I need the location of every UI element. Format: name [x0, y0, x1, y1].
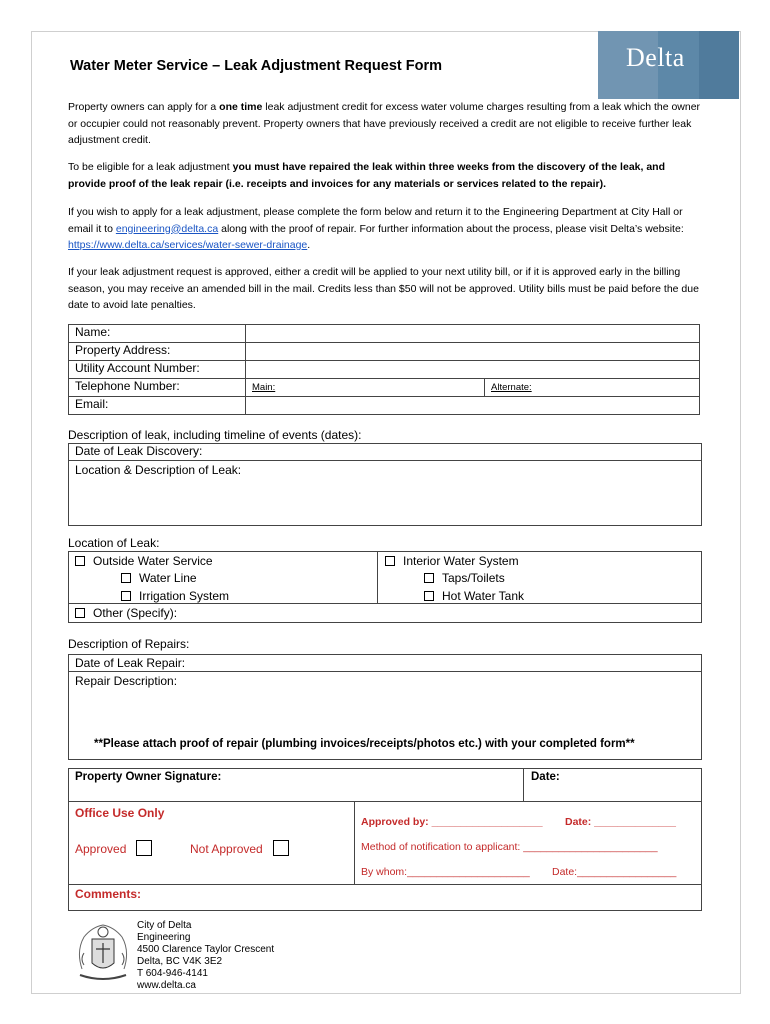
account-label: Utility Account Number: — [69, 361, 246, 379]
leak-date-label: Date of Leak Discovery: — [75, 444, 203, 458]
other-option[interactable] — [75, 606, 177, 620]
p3-text-a: If you wish to apply for a leak adjustment, please complete the form below and return it to the Engineering Department at City Hall or email it to — [68, 206, 683, 235]
hot-water-option[interactable] — [424, 589, 524, 603]
alternate-label: Alternate: — [491, 382, 532, 393]
phone-alternate-field[interactable] — [485, 379, 700, 397]
p1-bold: one time — [219, 101, 263, 113]
signature-field[interactable] — [240, 770, 520, 799]
email-label: Email: — [69, 397, 246, 415]
repair-date-label: Date of Leak Repair: — [75, 656, 186, 670]
name-field[interactable] — [246, 325, 700, 343]
leak-divider — [68, 460, 702, 461]
footer-address — [137, 920, 274, 992]
p3-text-b: along with the proof of repair. For further information about the process, please visit Delta’s website: — [218, 222, 684, 235]
email-link[interactable]: engineering@delta.ca — [115, 222, 219, 235]
interior-water-label: Interior Water System — [403, 554, 519, 568]
office-column-divider — [354, 801, 355, 884]
p2-bold: you must have repaired the leak within three weeks from the discovery of the leak, and provide proof of the leak repair (i.e. receipts and invoices for any materials or services related to the repair). — [68, 161, 665, 190]
logo-text: Delta — [626, 43, 685, 72]
outside-water-checkbox[interactable] — [75, 556, 85, 566]
irrigation-option[interactable] — [121, 589, 229, 603]
intro-paragraph-2 — [68, 159, 704, 192]
location-heading: Location of Leak: — [68, 536, 160, 550]
irrigation-checkbox[interactable] — [121, 591, 131, 601]
website-link[interactable]: https://www.delta.ca/services/water-sewer-drainage — [68, 239, 308, 251]
repairs-divider — [68, 671, 702, 672]
p1-text-a: Property owners can apply for a — [68, 101, 220, 113]
signature-date-label: Date: — [531, 771, 560, 783]
other-checkbox[interactable] — [75, 608, 85, 618]
outside-water-option[interactable] — [75, 554, 213, 568]
delta-logo — [598, 31, 739, 99]
taps-label: Taps/Toilets — [442, 571, 505, 585]
hot-water-checkbox[interactable] — [424, 591, 434, 601]
phone-main-field[interactable] — [246, 379, 485, 397]
main-label: Main: — [252, 382, 276, 393]
signature-date-divider — [523, 768, 524, 801]
footer-street: 4500 Clarence Taylor Crescent — [137, 944, 275, 955]
location-divider — [68, 603, 702, 604]
by-whom-date-field[interactable]: Date:_________________ — [552, 866, 677, 878]
owner-info-table — [68, 324, 700, 415]
repairs-heading: Description of Repairs: — [68, 637, 190, 651]
footer-website: www.delta.ca — [137, 980, 196, 991]
office-use-title: Office Use Only — [75, 806, 165, 820]
p3-text-c: . — [307, 239, 311, 251]
water-line-checkbox[interactable] — [121, 573, 131, 583]
address-label: Property Address: — [69, 343, 246, 361]
city-crest-icon — [74, 919, 132, 987]
proof-note: **Please attach proof of repair (plumbing invoices/receipts/photos etc.) with your completed form** — [94, 738, 635, 750]
intro-paragraph-3 — [68, 204, 704, 254]
email-field[interactable] — [246, 397, 700, 415]
comments-divider — [68, 884, 702, 885]
leak-description-heading: Description of leak, including timeline of events (dates): — [68, 428, 362, 442]
approved-label: Approved — [75, 842, 127, 856]
name-label: Name: — [69, 325, 246, 343]
phone-label: Telephone Number: — [69, 379, 246, 397]
signature-label: Property Owner Signature: — [75, 771, 222, 783]
comments-label: Comments: — [75, 887, 142, 901]
approved-by-field[interactable]: Approved by: ___________________ — [361, 816, 543, 828]
intro-paragraph-4: If your leak adjustment request is approved, either a credit will be applied to your next utility bill, or if it is approved early in the billing season, you may receive an amended bill in the mail. Credits less than $50 will not be approved. Utility bills must be paid before the due date to avoid late penalties. — [68, 266, 699, 311]
approved-option[interactable] — [75, 840, 152, 856]
water-line-option[interactable] — [121, 571, 197, 585]
interior-water-option[interactable] — [385, 554, 519, 568]
comments-field[interactable] — [150, 886, 698, 908]
location-column-divider — [377, 551, 378, 603]
hot-water-label: Hot Water Tank — [442, 589, 525, 603]
account-field[interactable] — [246, 361, 700, 379]
p1-text-b: leak adjustment credit for excess water volume charges resulting from a leak which the owner or occupier could not reasonably prevent. Property owners that have previously received a credit are not eligible to receive further leak adjustment credit. — [68, 101, 701, 146]
repair-desc-field[interactable] — [69, 690, 700, 734]
signature-divider — [68, 801, 702, 802]
by-whom-field[interactable]: By whom:_____________________ — [361, 866, 530, 878]
water-line-label: Water Line — [139, 571, 197, 585]
notification-method-field[interactable]: Method of notification to applicant: _______________________ — [361, 841, 658, 853]
not-approved-option[interactable] — [190, 840, 289, 856]
footer-dept: Engineering — [137, 932, 191, 943]
approved-checkbox[interactable] — [136, 840, 152, 856]
logo-shade-right — [699, 31, 739, 99]
leak-location-label: Location & Description of Leak: — [75, 463, 242, 477]
other-label: Other (Specify): — [93, 606, 178, 620]
intro-paragraph-1 — [68, 99, 704, 149]
footer-city: City of Delta — [137, 920, 192, 931]
not-approved-checkbox[interactable] — [273, 840, 289, 856]
approved-date-field[interactable]: Date: ______________ — [565, 816, 676, 828]
taps-checkbox[interactable] — [424, 573, 434, 583]
footer-postal: Delta, BC V4K 3E2 — [137, 956, 223, 967]
taps-option[interactable] — [424, 571, 505, 585]
irrigation-label: Irrigation System — [139, 589, 230, 603]
outside-water-label: Outside Water Service — [93, 554, 213, 568]
repair-desc-label: Repair Description: — [75, 674, 178, 688]
interior-water-checkbox[interactable] — [385, 556, 395, 566]
footer-phone: T 604-946-4141 — [137, 968, 208, 979]
form-title: Water Meter Service – Leak Adjustment Request Form — [70, 58, 443, 74]
p2-text-a: To be eligible for a leak adjustment — [68, 161, 233, 173]
leak-location-field[interactable] — [69, 478, 700, 523]
not-approved-label: Not Approved — [190, 842, 263, 856]
address-field[interactable] — [246, 343, 700, 361]
